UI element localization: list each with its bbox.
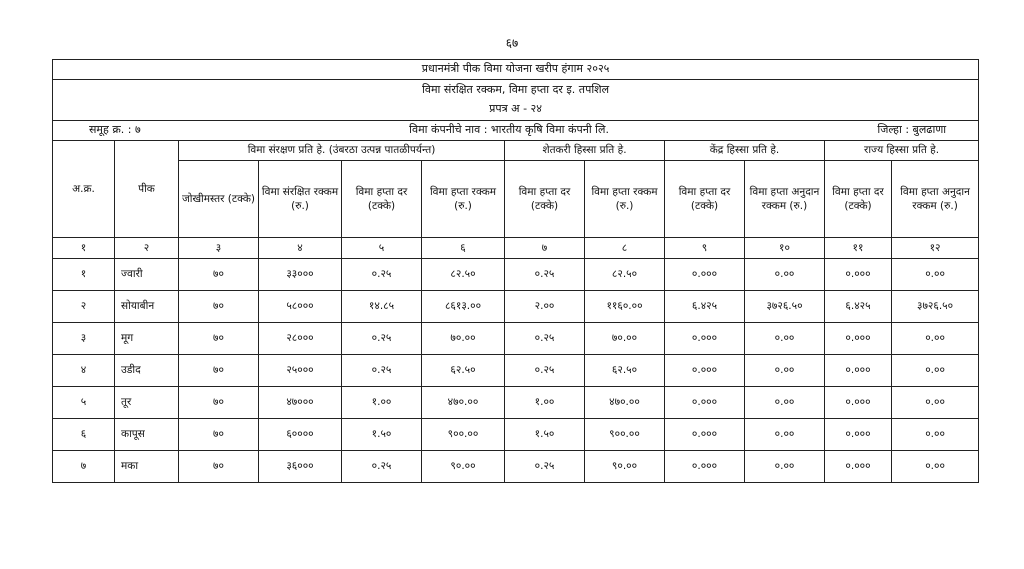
table-cell: ०.००० (825, 259, 892, 291)
table-cell: ०.००० (825, 419, 892, 451)
crop-name-cell: कापूस (115, 419, 179, 451)
group-header-centre: केंद्र हिस्सा प्रति हे. (665, 141, 825, 161)
table-cell: ४७०.०० (585, 387, 665, 419)
crop-name-cell: मूग (115, 323, 179, 355)
column-header: अ.क्र. (53, 141, 115, 238)
table-cell: ०.००० (825, 323, 892, 355)
column-number: १० (745, 238, 825, 259)
table-cell: ४७००० (259, 387, 342, 419)
crop-name-cell: सोयाबीन (115, 291, 179, 323)
table-cell: ०.२५ (342, 355, 422, 387)
table-cell: १.०० (505, 387, 585, 419)
table-cell: १.०० (342, 387, 422, 419)
column-number: ८ (585, 238, 665, 259)
table-cell: ०.०० (892, 259, 979, 291)
column-number-row (53, 238, 979, 259)
table-cell: २.०० (505, 291, 585, 323)
table-cell: ४ (53, 355, 115, 387)
table-cell: ११६०.०० (585, 291, 665, 323)
table-cell: ०.००० (825, 387, 892, 419)
table-cell: ०.२५ (505, 451, 585, 483)
table-cell: ०.०० (892, 387, 979, 419)
table-cell: ३७२६.५० (745, 291, 825, 323)
table-cell: ०.०० (892, 419, 979, 451)
column-number: ५ (342, 238, 422, 259)
table-cell: ०.००० (665, 387, 745, 419)
table-cell: ०.००० (665, 451, 745, 483)
table-cell: ०.०० (745, 259, 825, 291)
company-name: विमा कंपनीचे नाव : भारतीय कृषि विमा कंपनी लि. (409, 123, 609, 137)
table-cell: ७० (179, 355, 259, 387)
column-number: ४ (259, 238, 342, 259)
form-label: प्रपत्र अ - २४ (489, 102, 542, 115)
table-cell: ०.२५ (505, 355, 585, 387)
column-header: विमा हप्ता दर (टक्के) (825, 161, 892, 238)
table-cell: ७० (179, 291, 259, 323)
table-cell: १.५० (342, 419, 422, 451)
column-header: विमा हप्ता रक्कम (रु.) (585, 161, 665, 238)
table-row (53, 355, 979, 387)
table-cell: ०.००० (665, 259, 745, 291)
table-cell: ५ (53, 387, 115, 419)
table-cell: ७०.०० (422, 323, 505, 355)
column-header: विमा हप्ता दर (टक्के) (665, 161, 745, 238)
insurance-table (52, 59, 979, 483)
table-cell: ९००.०० (422, 419, 505, 451)
table-cell: ७ (53, 451, 115, 483)
table-cell: ७० (179, 323, 259, 355)
table-cell: ५८००० (259, 291, 342, 323)
table-cell: ०.०० (745, 419, 825, 451)
table-cell: ३३००० (259, 259, 342, 291)
column-number: ६ (422, 238, 505, 259)
group-header-protection: विमा संरक्षण प्रति हे. (उंबरठा उत्पन्न पातळीपर्यन्त) (179, 141, 505, 161)
table-cell: ६.४२५ (825, 291, 892, 323)
table-cell: १ (53, 259, 115, 291)
table-cell: ७० (179, 387, 259, 419)
table-row (53, 387, 979, 419)
table-cell: ३ (53, 323, 115, 355)
column-header: विमा हप्ता दर (टक्के) (342, 161, 422, 238)
column-header: विमा संरक्षित रक्कम (रु.) (259, 161, 342, 238)
table-cell: ०.२५ (342, 323, 422, 355)
table-cell: ०.०० (745, 323, 825, 355)
table-cell: २ (53, 291, 115, 323)
table-cell: ८२.५० (585, 259, 665, 291)
table-cell: ९००.०० (585, 419, 665, 451)
table-cell: ६ (53, 419, 115, 451)
table-cell: २८००० (259, 323, 342, 355)
table-cell: ६२.५० (422, 355, 505, 387)
table-cell: ०.००० (665, 323, 745, 355)
column-number: ७ (505, 238, 585, 259)
table-cell: ०.२५ (505, 323, 585, 355)
table-cell: ६.४२५ (665, 291, 745, 323)
table-cell: ९०.०० (585, 451, 665, 483)
column-header: विमा हप्ता अनुदान रक्कम (रु.) (892, 161, 979, 238)
column-number: ११ (825, 238, 892, 259)
table-cell: ६०००० (259, 419, 342, 451)
column-number: १२ (892, 238, 979, 259)
district-name: जिल्हा : बुलढाणा (877, 123, 947, 137)
table-row (53, 259, 979, 291)
table-cell: ०.२५ (342, 451, 422, 483)
table-cell: १.५० (505, 419, 585, 451)
table-row (53, 323, 979, 355)
table-cell: ०.०० (745, 355, 825, 387)
table-cell: ७० (179, 419, 259, 451)
column-number: ३ (179, 238, 259, 259)
table-cell: ०.२५ (342, 259, 422, 291)
group-header-state: राज्य हिस्सा प्रति हे. (825, 141, 979, 161)
meta-row (53, 121, 979, 141)
table-cell: ०.०० (745, 387, 825, 419)
column-header: विमा हप्ता अनुदान रक्कम (रु.) (745, 161, 825, 238)
column-header: जोखीमस्तर (टक्के) (179, 161, 259, 238)
table-cell: १४.८५ (342, 291, 422, 323)
table-cell: ०.००० (665, 419, 745, 451)
table-cell: ३६००० (259, 451, 342, 483)
table-row (53, 291, 979, 323)
table-cell: ०.२५ (505, 259, 585, 291)
table-subtitle (53, 80, 979, 121)
table-title: प्रधानमंत्री पीक विमा योजना खरीप हंगाम २०२५ (53, 60, 979, 80)
table-cell: ९०.०० (422, 451, 505, 483)
table-row (53, 419, 979, 451)
group-header-farmer: शेतकरी हिस्सा प्रति हे. (505, 141, 665, 161)
table-cell: ८६१३.०० (422, 291, 505, 323)
column-header: पीक (115, 141, 179, 238)
group-number: समूह क्र. : ७ (89, 123, 141, 137)
table-cell: ०.००० (825, 451, 892, 483)
column-number: २ (115, 238, 179, 259)
crop-name-cell: तूर (115, 387, 179, 419)
crop-name-cell: मका (115, 451, 179, 483)
table-cell: ७० (179, 259, 259, 291)
table-cell: ०.०० (892, 451, 979, 483)
table-cell: ६२.५० (585, 355, 665, 387)
column-header: विमा हप्ता दर (टक्के) (505, 161, 585, 238)
table-cell: ७०.०० (585, 323, 665, 355)
table-cell: २५००० (259, 355, 342, 387)
page-number: ६७ (505, 36, 519, 50)
table-cell: ८२.५० (422, 259, 505, 291)
table-cell: ०.००० (825, 355, 892, 387)
table-cell: ०.००० (665, 355, 745, 387)
table-cell: ४७०.०० (422, 387, 505, 419)
subtitle-text: विमा संरक्षित रक्कम, विमा हप्ता दर इ. तपशिल (422, 83, 610, 97)
table-cell: ०.०० (892, 323, 979, 355)
crop-name-cell: ज्वारी (115, 259, 179, 291)
column-number: १ (53, 238, 115, 259)
table-cell: ३७२६.५० (892, 291, 979, 323)
column-header: विमा हप्ता रक्कम (रु.) (422, 161, 505, 238)
column-number: ९ (665, 238, 745, 259)
table-cell: ०.०० (745, 451, 825, 483)
crop-name-cell: उडीद (115, 355, 179, 387)
table-cell: ०.०० (892, 355, 979, 387)
table-cell: ७० (179, 451, 259, 483)
table-row (53, 451, 979, 483)
